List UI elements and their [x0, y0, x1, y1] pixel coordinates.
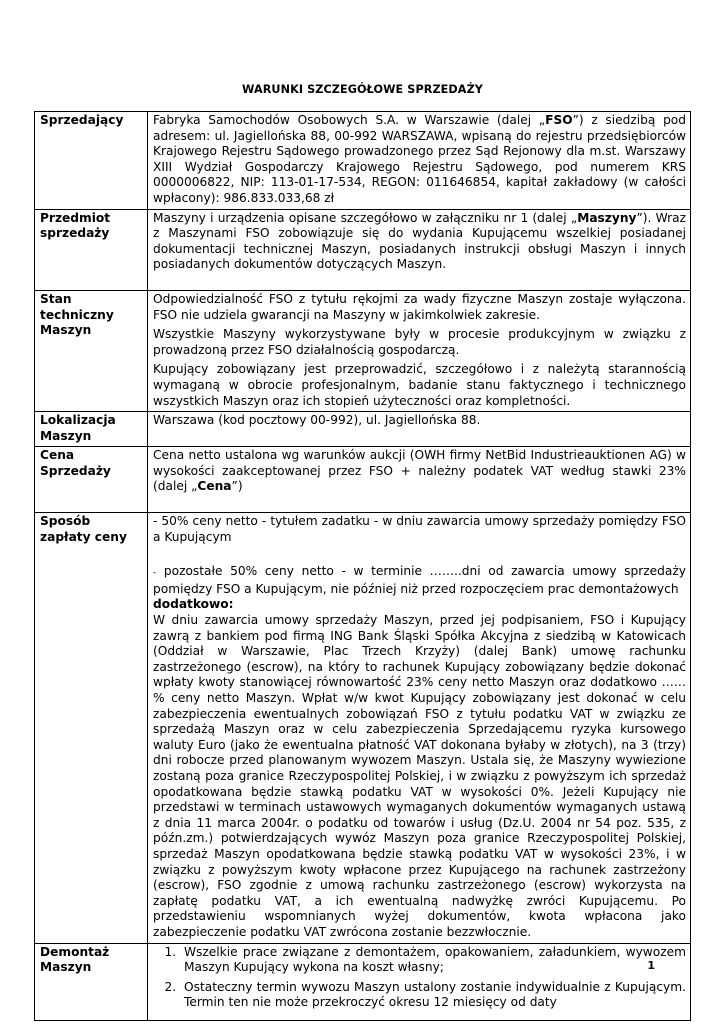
table-row-dismantling — [35, 943, 691, 1020]
condition-text — [148, 290, 691, 411]
location-text: Warszawa (kod pocztowy 00-992), ul. Jagiellońska 88. — [148, 412, 691, 447]
table-row-price — [35, 447, 691, 513]
price-text: Cena netto ustalona wg warunków aukcji (OWH firmy NetBid Industrieauktionen AG) w wysokości zaakceptowanej przez FSO + należny podatek VAT według stawki 23% (dalej „Cena”) — [148, 447, 691, 513]
list-item: 1. Wszelkie prace związane z demontażem, opakowaniem, załadunkiem, wywozem Maszyn Kupujący wykona na koszt własny; — [180, 945, 686, 976]
row-label: Stan techniczny Maszyn — [35, 290, 148, 411]
paragraph: Kupujący zobowiązany jest przeprowadzić, szczegółowo i z należytą starannością wymaganą w obrocie profesjonalnym, badanie stanu faktycznego i technicznego wszystkich Maszyn oraz ich stopień użyteczności oraz kompletności. — [153, 362, 686, 408]
row-label: Lokalizacja Maszyn — [35, 412, 148, 447]
paragraph: W dniu zawarcia umowy sprzedaży Maszyn, przed jej podpisaniem, FSO i Kupujący zawrą z bankiem pod firmą ING Bank Śląski Spółka Akcyjna z siedzibą w Katowicach (Oddział w Warszawie, Plac Trzech Krzyży) (dalej Bank) umowę rachunku zastrzeżonego (escrow), na który to rachunek Kupujący zobowiązany będzie dokonać wpłaty kwoty stanowiącej równowartość 23% ceny netto Maszyn oraz dodatkowo …… % ceny netto Maszyn. Wpłat w/w kwot Kupujący zobowiązany jest dokonać w celu zabezpieczenia ewentualnych zobowiązań FSO z tytułu podatku VAT w związku ze sprzedażą Maszyn oraz w celu zabezpieczenia Sprzedającemu ryzyka kursowego waluty Euro (jako że ewentualna płatność VAT dokonana byłaby w złotych), na 3 (trzy) dni robocze przed planowanym wywozem Maszyn. Ustala się, że Maszyny wywiezione zostaną poza granice Rzeczypospolitej Polskiej, i w związku z powyższym ich sprzedaż opodatkowana będzie stawką podatku VAT w wysokości 0%. Jeżeli Kupujący nie przedstawi w terminach ustawowych wymaganych dokumentów wymaganych ustawą z dnia 11 marca 2004r. o podatku od towarów i usług (Dz.U. 2004 nr 54 poz. 535, z późn.zm.) potwierdzających wywóz Maszyn poza granice Rzeczypospolitej Polskiej, sprzedaż Maszyn opodatkowana będzie stawką podatku VAT w wysokości 23%, i w związku z powyższym kwoty wpłacone przez Kupującego na rachunek zastrzeżony (escrow), FSO zgodnie z umową rachunku zastrzeżonego (escrow) wykorzysta na zapłatę podatku VAT, a ich ewentualną nadwyżkę zwróci Kupującemu. Po przedstawieniu wspomnianych wyżej dokumentów, kwota wpłacona jako zabezpieczenie podatku VAT zwrócona zostanie bezzwłocznie. — [153, 613, 686, 939]
table-row-location — [35, 412, 691, 447]
row-label: Cena Sprzedaży — [35, 447, 148, 513]
table-row-condition — [35, 290, 691, 411]
row-label: Przedmiot sprzedaży — [35, 209, 148, 290]
document-title: WARUNKI SZCZEGÓŁOWE SPRZEDAŻY — [242, 83, 483, 96]
subject-text: Maszyny i urządzenia opisane szczegółowo w załączniku nr 1 (dalej „Maszyny”). Wraz z Maszynami FSO zobowiązuje się do wydania Kupującemu wszelkiej posiadanej dokumentacji technicznej Maszyn, posiadanych instrukcji obsługi Maszyn i innych posiadanych dokumentów dotyczących Maszyn. — [148, 209, 691, 290]
seller-text: Fabryka Samochodów Osobowych S.A. w Warszawie (dalej „FSO”) z siedzibą pod adresem: ul. Jagiellońska 88, 00-992 WARSZAWA, wpisaną do rejestru przedsiębiorców Krajowego Rejestru Sądowego prowadzonego przez Sąd Rejonowy dla m.st. Warszawy XIII Wydział Gospodarczy Krajowego Rejestru Sądowego, pod numerem KRS 0000006822, NIP: 113-01-17-534, REGON: 011646854, kapitał zakładowy (w całości wpłacony): 986.833.033,68 zł — [148, 112, 691, 210]
page-number: 1 — [647, 959, 655, 972]
dismantling-text — [148, 943, 691, 1020]
paragraph: - 50% ceny netto - tytułem zadatku - w dniu zawarcia umowy sprzedaży pomiędzy FSO a Kupującym — [153, 514, 686, 544]
terms-table — [34, 111, 691, 1021]
extra-heading: dodatkowo: — [153, 597, 234, 612]
table-row-seller — [35, 112, 691, 210]
table-row-subject — [35, 209, 691, 290]
row-label: Sprzedający — [35, 112, 148, 210]
paragraph: Wszystkie Maszyny wykorzystywane były w procesie produkcyjnym w związku z prowadzoną przez FSO działalnością gospodarczą. — [153, 327, 686, 357]
list-item: 2. Ostateczny termin wywozu Maszyn ustalony zostanie indywidualnie z Kupującym. Termin ten nie może przekroczyć okresu 12 miesięcy od daty — [180, 980, 686, 1014]
table-row-payment — [35, 513, 691, 943]
row-label: Demontaż Maszyn — [35, 943, 148, 1020]
paragraph: Odpowiedzialność FSO z tytułu rękojmi za wady fizyczne Maszyn zostaje wyłączona. FSO nie udziela gwarancji na Maszyny w jakimkolwiek zakresie. — [153, 291, 686, 322]
row-label: Sposób zapłaty ceny — [35, 513, 148, 943]
payment-text: - 50% ceny netto - tytułem zadatku - w dniu zawarcia umowy sprzedaży pomiędzy FSO a Kupującym - pozostałe 50% ceny netto - w terminie ……..dni od zawarcia umowy sprzedaży pomiędzy FSO a Kupującym, nie później niż przed rozpoczęciem prac demontażowych dodatkowo: W dniu zawarcia umowy sprzedaży Maszyn, przed jej podpisaniem, FSO i Kupujący zawrą z bankiem pod firmą ING Bank Śląski Spółka Akcyjna z siedzibą w Katowicach (Oddział w Warszawie, Plac Trzech Krzyży) (dalej Bank) umowę rachunku zastrzeżonego (escrow), na który to rachunek Kupujący zobowiązany będzie dokonać wpłaty kwoty stanowiącej równowartość 23% ceny netto Maszyn oraz dodatkowo …… % ceny netto Maszyn. Wpłat w/w kwot Kupujący zobowiązany jest dokonać w celu zabezpieczenia ewentualnych zobowiązań FSO z tytułu podatku VAT w związku ze sprzedażą Maszyn oraz w celu zabezpieczenia Sprzedającemu ryzyka kursowego waluty Euro (jako że ewentualna płatność VAT dokonana byłaby w złotych), na 3 (trzy) dni robocze przed planowanym wywozem Maszyn. Ustala się, że Maszyny wywiezione zostaną poza granice Rzeczypospolitej Polskiej, i w związku z powyższym ich sprzedaż opodatkowana będzie stawką podatku VAT w wysokości 0%. Jeżeli Kupujący nie przedstawi w terminach ustawowych wymaganych dokumentów wymaganych ustawą z dnia 11 marca 2004r. o podatku od towarów i usług (Dz.U. 2004 nr 54 poz. 535, z późn.zm.) potwierdzających wywóz Maszyn poza granice Rzeczypospolitej Polskiej, sprzedaż Maszyn opodatkowana będzie stawką podatku VAT w wysokości 23%, i w związku z powyższym kwoty wpłacone przez Kupującego na rachunek zastrzeżony (escrow), FSO zgodnie z umową rachunku zastrzeżonego (escrow) wykorzysta na zapłatę podatku VAT, a ich ewentualną nadwyżkę zwróci Kupującemu. Po przedstawieniu wspomnianych wyżej dokumentów, kwota wpłacona jako zabezpieczenie podatku VAT zwrócona zostanie bezzwłocznie. — [148, 513, 691, 943]
